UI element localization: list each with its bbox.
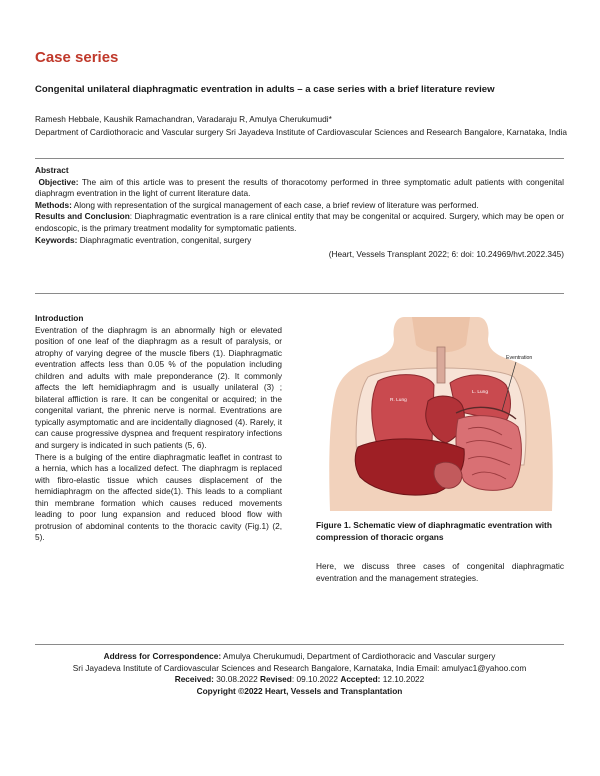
introduction-section <box>35 313 282 544</box>
correspondence-line <box>35 651 564 663</box>
methods-label: Methods: <box>35 199 72 210</box>
results-label: Results and Conclusion <box>35 211 130 222</box>
abstract-keywords <box>35 235 564 247</box>
methods-text: Along with representation of the surgical management of each case, a brief review of literature was performed. <box>71 199 479 210</box>
r-lung-label: R. Lung <box>390 398 407 403</box>
torso-diagram <box>316 315 566 511</box>
right-lung <box>372 375 434 446</box>
correspondence-footer <box>35 651 564 698</box>
abstract-objective <box>35 177 564 200</box>
author-affiliation: Department of Cardiothoracic and Vascular surgery Sri Jayadeva Institute of Cardiovascular Sciences and Research Bangalore, Karnataka, India <box>35 127 568 137</box>
results-text: : Diaphragmatic eventration is a rare clinical entity that may be congenital or acquired. Surgery, which may be open or endoscopic, is the primary treatment modality for symptomatic patients. <box>35 211 564 233</box>
revised-label: Revised <box>260 674 292 685</box>
objective-label: Objective: <box>38 176 79 187</box>
abstract-methods <box>35 200 564 212</box>
keywords-label: Keywords: <box>35 234 78 245</box>
footer-rule <box>35 644 564 645</box>
abstract-top-rule <box>35 158 564 159</box>
article-citation: (Heart, Vessels Transplant 2022; 6: doi: 10.24969/hvt.2022.345) <box>328 249 564 260</box>
eventration-label: Eventration <box>506 355 533 361</box>
section-label: Case series <box>35 49 119 66</box>
introduction-heading: Introduction <box>35 313 84 323</box>
dates-line <box>35 674 564 686</box>
address-line: Sri Jayadeva Institute of Cardiovascular Sciences and Research Bangalore, Karnataka, India Email: amulyac1@yahoo.com <box>72 662 527 673</box>
figure-1-caption: Figure 1. Schematic view of diaphragmatic eventration with compression of thoracic organs <box>316 520 552 542</box>
correspondence-label: Address for Correspondence: <box>103 651 222 661</box>
correspondence-text: Amulya Cherukumudi, Department of Cardiothoracic and Vascular surgery <box>221 651 496 661</box>
abstract-heading: Abstract <box>35 165 69 175</box>
copyright-line: Copyright ©2022 Heart, Vessels and Transplantation <box>196 686 403 697</box>
abstract-section <box>35 165 564 261</box>
article-title: Congenital unilateral diaphragmatic eventration in adults – a case series with a brief literature review <box>35 84 495 95</box>
figure-1-illustration <box>316 315 566 511</box>
received-date: 30.08.2022 <box>213 674 261 685</box>
right-column-paragraph: Here, we discuss three cases of congenital diaphragmatic eventration and the management strategies. <box>316 561 564 583</box>
revised-date: : 09.10.2022 <box>291 674 341 685</box>
l-lung-label: L. Lung <box>472 390 489 395</box>
accepted-date: 12.10.2022 <box>380 674 425 685</box>
received-label: Received: <box>174 674 214 685</box>
trachea <box>437 347 445 383</box>
objective-text: The aim of this article was to present the results of thoracotomy performed in three symptomatic adult patients with congenital diaphragm eventration in the light of current literature data. <box>35 176 564 199</box>
accepted-label: Accepted: <box>340 674 381 685</box>
introduction-paragraph-2: There is a bulging of the entire diaphragmatic leaflet in contrast to a hernia, which has a localized defect. The diaphragm is replaced with fibro-elastic tissue which causes displacement of the hemidiaphragm on the affected side(1). This leads to a compliant thin membrane formation which causes reduced movements leading to poor lung expansion and reduced blood flow with protrusion of abdominal contents to the thoracic cavity (Fig.1) (2, 5). <box>35 451 282 543</box>
abstract-bottom-rule <box>35 293 564 294</box>
intestines <box>456 416 521 491</box>
author-list: Ramesh Hebbale, Kaushik Ramachandran, Varadaraju R, Amulya Cherukumudi* <box>35 114 332 124</box>
introduction-paragraph-1: Eventration of the diaphragm is an abnormally high or elevated position of one leaf of the diaphragm as a result of paralysis, or atrophy of varying degree of the muscle fibers (1). Diaphragmatic eventration affects less than 0.05 % of the population including children and adults with male preponderance (2). It commonly affects the left hemidiaphragm and is usually unilateral (3) ; bilateral affliction is rare. It can be congenital or acquired; in the congenital variant, the phrenic nerve is normal. Eventrations are typically asymptomatic and are incidentally diagnosed (4). Rarely, it can cause progressive dyspnea and frequent respiratory infections and surgery is indicated in such patients (5, 6). <box>35 324 282 451</box>
keywords-text: Diaphragmatic eventration, congenital, surgery <box>77 234 252 245</box>
abstract-results <box>35 211 564 234</box>
